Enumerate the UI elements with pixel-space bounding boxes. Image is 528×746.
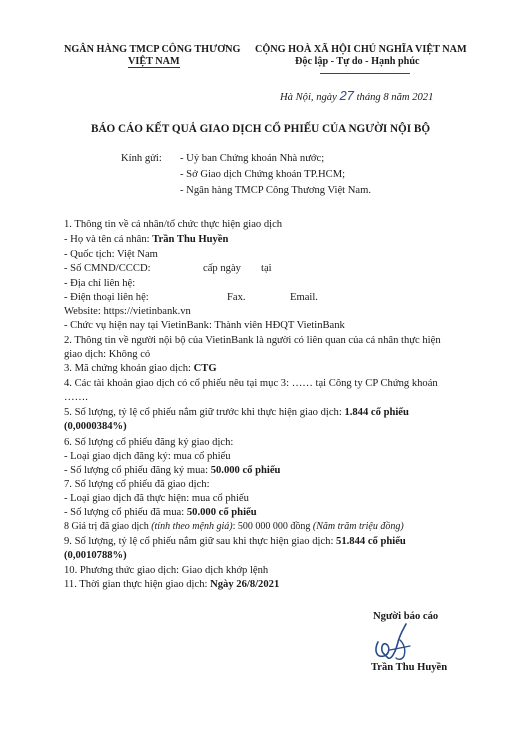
section-4-cont: …….: [64, 392, 88, 403]
section-5-cont: (0,0000384%): [64, 421, 127, 432]
motto: Độc lập - Tự do - Hạnh phúc: [295, 56, 420, 67]
section-5-value: 1.844 cổ phiếu: [344, 407, 409, 418]
signature-icon: [360, 620, 450, 668]
id-line: - Số CMND/CCCD:: [64, 263, 151, 274]
report-title: BÁO CÁO KẾT QUẢ GIAO DỊCH CỔ PHIẾU CỦA NGƯỜI NỘI BỘ: [91, 123, 431, 135]
signer-name: Trần Thu Huyền: [371, 662, 448, 673]
date-day: 27: [339, 88, 354, 103]
date-suffix: tháng 8 năm 2021: [356, 92, 434, 103]
bank-name-line2: [128, 56, 180, 67]
section-9: [64, 536, 406, 547]
section-4: 4. Các tài khoản giao dịch có cổ phiếu nêu tại mục 3: …… tại Công ty CP Chứng khoán: [64, 378, 438, 389]
address-line: - Địa chỉ liên hệ:: [64, 278, 136, 289]
section-8-amount: : 500 000 000 đồng: [232, 521, 313, 532]
section-8: [64, 521, 404, 532]
section-6-qty-label: - Số lượng cổ phiếu đăng ký mua:: [64, 465, 211, 476]
section-7: 7. Số lượng cổ phiếu đã giao dịch:: [64, 479, 210, 490]
date-line: [280, 88, 433, 103]
name-value: Trần Thu Huyền: [152, 234, 229, 245]
id-date: cấp ngày: [203, 263, 241, 274]
section-6-type: - Loại giao dịch đăng ký: mua cổ phiếu: [64, 451, 231, 462]
section-1: 1. Thông tin về cá nhân/tổ chức thực hiện giao dịch: [64, 219, 283, 230]
section-3-value: CTG: [193, 363, 217, 374]
bank-name-line2-text: VIỆT NAM: [128, 56, 180, 67]
website-line: Website: https://vietinbank.vn: [64, 306, 191, 317]
section-10: 10. Phương thức giao dịch: Giao dịch khớp lệnh: [64, 565, 269, 576]
recipient-item: - Sở Giao dịch Chứng khoán TP.HCM;: [180, 169, 346, 180]
section-8-note-words: (Năm trăm triệu đồng): [312, 521, 404, 532]
section-5: [64, 407, 409, 418]
id-place: tại: [261, 263, 272, 274]
section-7-type: - Loại giao dịch đã thực hiện: mua cổ phiếu: [64, 493, 249, 504]
section-11: [64, 579, 279, 590]
section-6: 6. Số lượng cổ phiếu đăng ký giao dịch:: [64, 437, 234, 448]
position-line: - Chức vụ hiện nay tại VietinBank: Thành viên HĐQT VietinBank: [64, 320, 345, 331]
section-8-label: 8 Giá trị đã giao dịch: [64, 521, 152, 532]
nationality-line: - Quốc tịch: Việt Nam: [64, 249, 158, 260]
signer-role: Người báo cáo: [373, 611, 439, 622]
section-6-qty-value: 50.000 cổ phiếu: [210, 465, 281, 476]
email-label: Email.: [290, 292, 318, 303]
name-line: [64, 234, 228, 245]
bank-name: NGÂN HÀNG TMCP CÔNG THƯƠNG: [64, 44, 241, 55]
section-9-value: 51.844 cổ phiếu: [336, 536, 406, 547]
section-9-cont: (0,0010788%): [64, 550, 127, 561]
section-5-label: 5. Số lượng, tỷ lệ cổ phiếu nắm giữ trước khi thực hiện giao dịch:: [64, 407, 345, 418]
name-label: - Họ và tên cá nhân:: [64, 234, 153, 245]
section-3: [64, 363, 217, 374]
section-9-label: 9. Số lượng, tỷ lệ cổ phiếu nắm giữ sau khi thực hiện giao dịch:: [64, 536, 337, 547]
recipients-label: Kính gửi:: [121, 153, 162, 164]
recipient-item: - Ngân hàng TMCP Công Thương Việt Nam.: [180, 185, 371, 196]
section-11-label: 11. Thời gian thực hiện giao dịch:: [64, 579, 211, 590]
recipient-item: - Uỷ ban Chứng khoán Nhà nước;: [180, 153, 325, 164]
fax-label: Fax.: [227, 292, 246, 303]
phone-line: - Điện thoại liên hệ:: [64, 292, 149, 303]
section-2: 2. Thông tin về người nội bộ của VietinBank là người có liên quan của cá nhân thực hiện: [64, 335, 441, 346]
section-8-note-basis: (tính theo mệnh giá): [151, 521, 233, 532]
country-name: CỘNG HOÀ XÃ HỘI CHỦ NGHĨA VIỆT NAM: [255, 44, 467, 55]
date-prefix: Hà Nội, ngày: [280, 92, 337, 103]
section-11-value: Ngày 26/8/2021: [210, 579, 280, 590]
section-7-qty: [64, 507, 257, 518]
section-3-label: 3. Mã chứng khoán giao dịch:: [64, 363, 194, 374]
motto-divider: [320, 73, 410, 74]
section-7-qty-label: - Số lượng cổ phiếu đã mua:: [64, 507, 187, 518]
section-2-cont: giao dịch: Không có: [64, 349, 151, 360]
section-6-qty: [64, 465, 280, 476]
section-7-qty-value: 50.000 cổ phiếu: [186, 507, 257, 518]
